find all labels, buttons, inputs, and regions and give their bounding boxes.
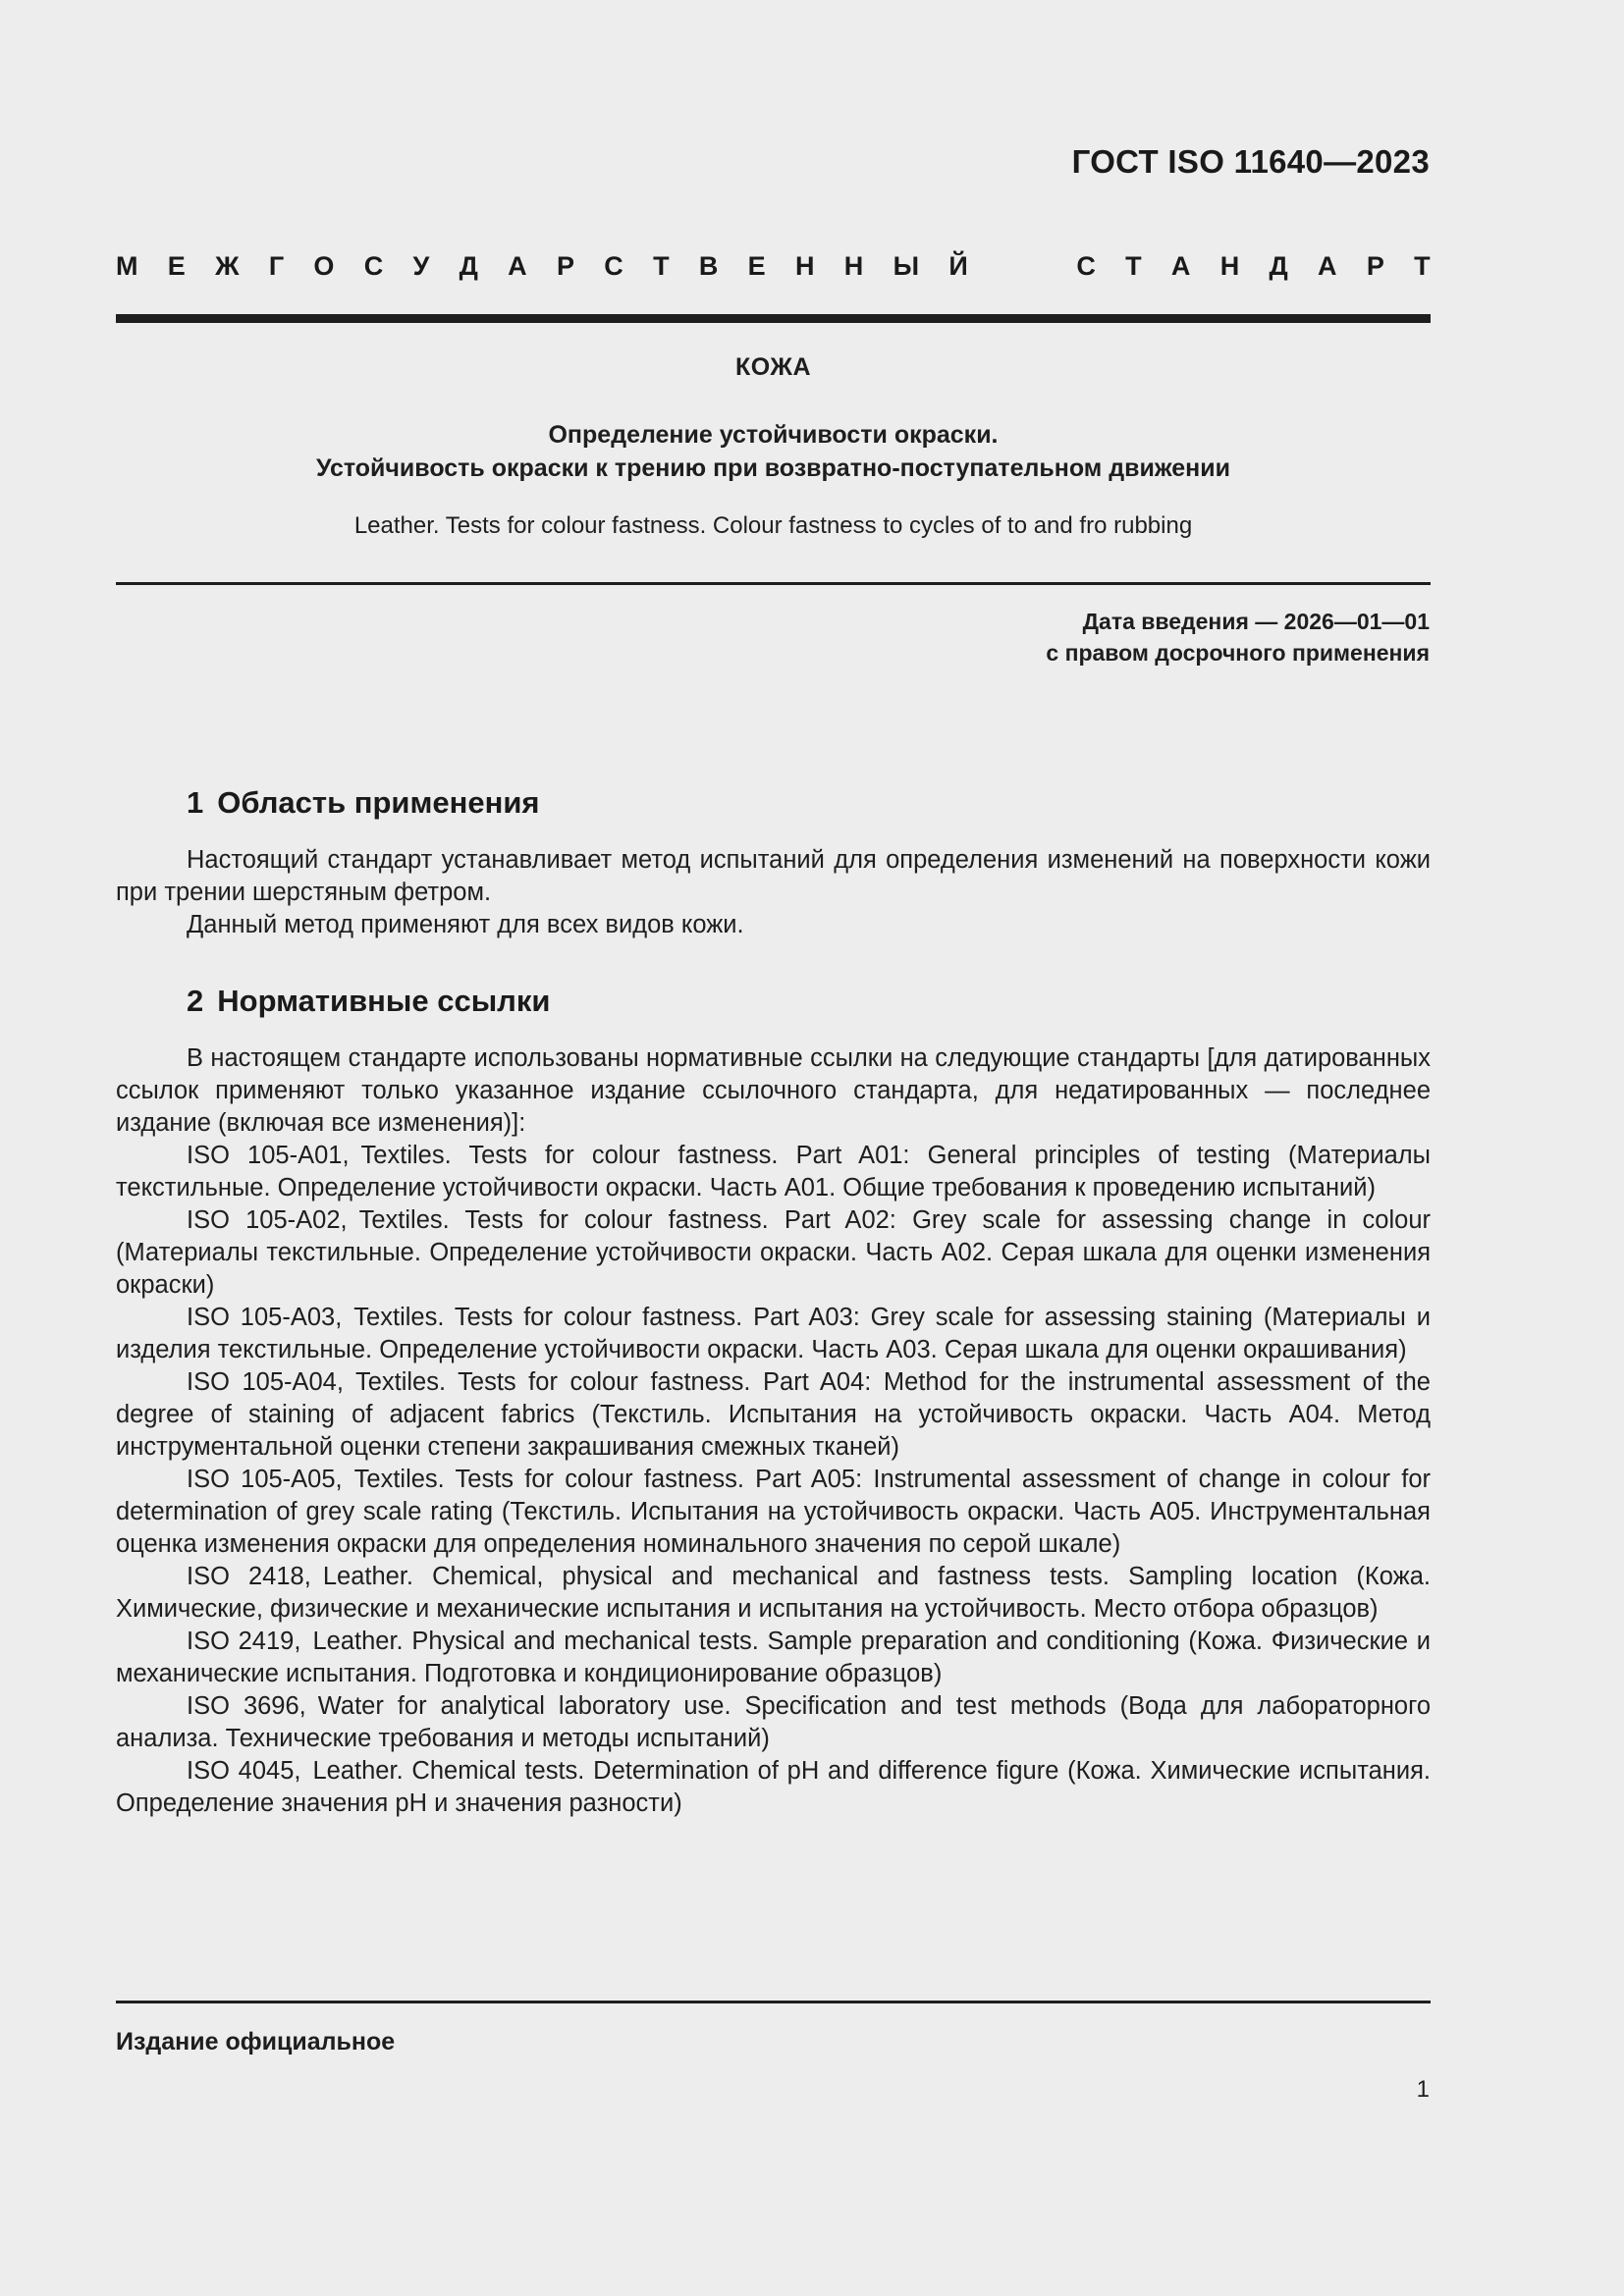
reference-code: ISO 2418, [187, 1563, 311, 1590]
banner-letter: Т [1414, 251, 1431, 281]
section-body [116, 844, 1431, 941]
banner-letter: С [363, 251, 384, 281]
reference-code: ISO 4045, [187, 1757, 301, 1785]
subtitle-line: Устойчивость окраски к трению при возвратно-поступательном движении [315, 454, 1230, 482]
paragraph: В настоящем стандарте использованы нормативные ссылки на следующие стандарты [для датированных ссылок применяют только указанное издание ссылочного стандарта, для недатированных — последнее издание (включая все изменения)]: [116, 1044, 1431, 1137]
reference-text: Textiles. Tests for colour fastness. Part A01: General principles of testing (Материалы текстильные. Определение устойчивости окраски. Часть A01. Общие требования к проведению испытаний) [116, 1142, 1431, 1201]
reference-item [116, 1204, 1431, 1302]
banner-letter: Р [556, 251, 574, 281]
banner-letter: Т [1125, 251, 1142, 281]
document-subtitle [116, 418, 1431, 485]
banner-letter: А [1318, 251, 1337, 281]
banner-letter: С [604, 251, 623, 281]
reference-code: ISO 2419, [187, 1628, 301, 1655]
early-application-note: с правом досрочного применения [1046, 640, 1430, 666]
section-title: Нормативные ссылки [217, 984, 551, 1018]
banner-letter: Е [747, 251, 766, 281]
banner-letter: С [1076, 251, 1096, 281]
paragraph: Данный метод применяют для всех видов кожи. [187, 911, 744, 938]
banner-letter: А [1170, 251, 1191, 281]
reference-code: ISO 105-A04, [187, 1368, 344, 1396]
banner-letter: Д [459, 251, 478, 281]
title-divider [116, 582, 1431, 585]
introduction-date: Дата введения — 2026—01—01 [1082, 609, 1430, 634]
banner-letter: В [698, 251, 719, 281]
reference-code: ISO 105-A05, [187, 1466, 343, 1493]
reference-text: Textiles. Tests for colour fastness. Part A02: Grey scale for assessing change in colour (Материалы текстильные. Определение устойчивости окраски. Часть A02. Серая шкала для оценки изменения окраски) [116, 1206, 1432, 1299]
reference-text: Leather. Physical and mechanical tests. Sample preparation and conditioning (Кожа. Физические и механические испытания. Подготовка и кондиционирование образцов) [116, 1628, 1432, 1687]
banner-letter: Е [167, 251, 186, 281]
section-number: 1 [187, 785, 204, 820]
section-number: 2 [187, 984, 204, 1018]
header-divider-thick [116, 314, 1431, 323]
page-number: 1 [1416, 2076, 1430, 2103]
standard-number: ГОСТ ISO 11640—2023 [1071, 143, 1430, 180]
reference-item [116, 1626, 1431, 1690]
document-title: КОЖА [734, 353, 812, 381]
reference-text: Water for analytical laboratory use. Specification and test methods (Вода для лабораторного анализа. Технические требования и методы испытаний) [116, 1692, 1432, 1752]
reference-code: ISO 105-A02, [187, 1206, 348, 1234]
reference-text: Textiles. Tests for colour fastness. Part A04: Method for the instrumental assessment of the degree of staining of adjacent fabrics (Текстиль. Испытания на устойчивость окраски. Часть A04. Метод инструментальной оценки степени закрашивания смежных тканей) [116, 1368, 1431, 1461]
banner-letter: Н [843, 251, 864, 281]
banner-letter: О [313, 251, 335, 281]
banner-letter: Ж [215, 251, 240, 281]
section-title: Область применения [217, 785, 540, 820]
standard-type-banner [116, 251, 1431, 285]
reference-text: Textiles. Tests for colour fastness. Part A05: Instrumental assessment of change in colour for determination of grey scale rating (Текстиль. Испытания на устойчивость окраски. Часть A05. Инструментальная оценка изменения окраски для определения номинального значения по серой шкале) [116, 1466, 1431, 1558]
date-block [1046, 606, 1430, 668]
section-heading [187, 785, 540, 821]
banner-letter: А [508, 251, 527, 281]
reference-item [116, 1561, 1431, 1626]
section-body [116, 1042, 1431, 1820]
footer-divider [116, 2001, 1431, 2003]
banner-letter: Д [1269, 251, 1288, 281]
banner-letter: М [116, 251, 138, 281]
reference-text: Textiles. Tests for colour fastness. Part A03: Grey scale for assessing staining (Материалы и изделия текстильные. Определение устойчивости окраски. Часть A03. Серая шкала для оценки окрашивания) [116, 1304, 1431, 1363]
reference-code: ISO 105-A03, [187, 1304, 343, 1331]
paragraph: Настоящий стандарт устанавливает метод испытаний для определения изменений на поверхности кожи при трении шерстяным фетром. [116, 846, 1431, 906]
banner-word-gap [998, 251, 1047, 285]
banner-letter: Н [1219, 251, 1240, 281]
reference-item [116, 1464, 1431, 1561]
reference-item [116, 1302, 1431, 1366]
banner-letter: Н [794, 251, 815, 281]
banner-letter: Г [268, 251, 285, 281]
subtitle-line: Определение устойчивости окраски. [548, 421, 999, 449]
banner-letter: Р [1366, 251, 1384, 281]
reference-text: Leather. Chemical tests. Determination of pH and difference figure (Кожа. Химические испытания. Определение значения pH и значения разности) [116, 1757, 1431, 1817]
banner-letter: Й [948, 251, 968, 281]
reference-text: Leather. Chemical, physical and mechanical and fastness tests. Sampling location (Кожа. Химические, физические и механические испытания и испытания на устойчивость. Место отбора образцов) [116, 1563, 1432, 1623]
reference-item [116, 1755, 1431, 1820]
reference-code: ISO 3696, [187, 1692, 306, 1720]
banner-letter: Ы [893, 251, 920, 281]
banner-letter: У [412, 251, 430, 281]
section-heading [187, 984, 550, 1019]
banner-letter: Т [653, 251, 670, 281]
reference-item [116, 1690, 1431, 1755]
reference-code: ISO 105-A01, [187, 1142, 350, 1169]
english-title: Leather. Tests for colour fastness. Colour fastness to cycles of to and fro rubbing [353, 512, 1193, 539]
reference-item [116, 1140, 1431, 1204]
reference-item [116, 1366, 1431, 1464]
official-edition-label: Издание официальное [116, 2028, 396, 2056]
